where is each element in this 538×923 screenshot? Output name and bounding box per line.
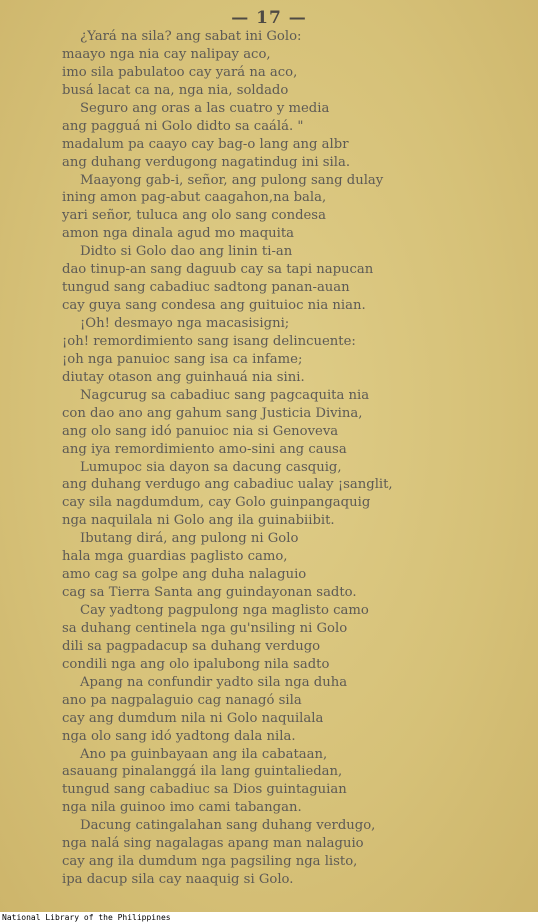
- text-line: ang olo sang idó panuioc nia si Genoveva: [62, 423, 339, 439]
- text-line: amo cag sa golpe ang duha nalaguio: [62, 567, 307, 583]
- text-line: ang iya remordimiento amo-sini ang causa: [62, 441, 347, 457]
- library-credit: National Library of the Philippines: [2, 913, 171, 922]
- text-line: maayo nga nia cay nalipay aco,: [62, 46, 271, 62]
- text-line: ano pa nagpalaguio cag nanagó sila: [62, 692, 302, 708]
- text-line: tungud sang cabadiuc sa Dios guintaguian: [62, 782, 347, 798]
- text-line: dao tinup-an sang daguub cay sa tapi napucan: [62, 262, 374, 278]
- text-line: ang duhang verdugong nagatindug ini sila.: [62, 154, 351, 170]
- text-line: imo sila pabulatoo cay yará na aco,: [62, 64, 298, 80]
- text-line: hala mga guardias paglisto camo,: [62, 549, 288, 565]
- text-line: diutay otason ang guinhauá nia sini.: [62, 369, 305, 385]
- text-line: Nagcurug sa cabadiuc sang pagcaquita nia: [80, 387, 370, 403]
- text-line: sa duhang centinela nga gu'nsiling ni Golo: [62, 620, 348, 636]
- page-number: — 17 —: [231, 8, 307, 28]
- text-line: cay guya sang condesa ang guituioc nia nian.: [62, 298, 366, 314]
- text-line: nga nila guinoo imo cami tabangan.: [62, 800, 302, 816]
- text-line: ¡oh! remordimiento sang isang delincuente:: [62, 333, 356, 349]
- text-line: Didto si Golo dao ang linin ti-an: [80, 244, 293, 260]
- text-line: cay ang dumdum nila ni Golo naquilala: [62, 710, 324, 726]
- text-line: ¿Yará na sila? ang sabat ini Golo:: [80, 29, 302, 44]
- text-line: cag sa Tierra Santa ang guindayonan sadto.: [62, 585, 357, 601]
- text-line: dili sa pagpadacup sa duhang verdugo: [62, 638, 321, 654]
- text-line: amon nga dinala agud mo maquita: [62, 226, 295, 242]
- text-line: ¡oh nga panuioc sang isa ca infame;: [62, 351, 303, 367]
- text-line: nga olo sang idó yadtong dala nila.: [62, 728, 296, 744]
- text-line: ipa dacup sila cay naaquig si Golo.: [62, 872, 294, 888]
- text-line: Seguro ang oras a las cuatro y media: [80, 100, 330, 116]
- poem-text: [62, 28, 508, 889]
- text-line: busá lacat ca na, nga nia, soldado: [62, 82, 289, 98]
- text-line: Maayong gab-i, señor, ang pulong sang dulay: [80, 172, 384, 188]
- text-line: asauang pinalanggá ila lang guintaliedan,: [62, 764, 343, 780]
- text-line: condili nga ang olo ipalubong nila sadto: [62, 656, 330, 672]
- text-line: Ibutang dirá, ang pulong ni Golo: [80, 531, 299, 547]
- text-line: ang pagguá ni Golo didto sa caálá. ": [62, 118, 304, 134]
- text-line: madalum pa caayo cay bag-o lang ang albr: [62, 136, 349, 152]
- text-line: cay sila nagdumdum, cay Golo guinpangaquig: [62, 495, 371, 511]
- text-line: Apang na confundir yadto sila nga duha: [80, 674, 348, 690]
- text-line: ang duhang verdugo ang cabadiuc ualay ¡sanglit,: [62, 477, 393, 493]
- text-line: tungud sang cabadiuc sadtong panan-auan: [62, 280, 350, 296]
- text-line: con dao ano ang gahum sang Justicia Divina,: [62, 405, 363, 421]
- text-line: Dacung catingalahan sang duhang verdugo,: [80, 818, 376, 834]
- text-line: Cay yadtong pagpulong nga maglisto camo: [80, 603, 369, 618]
- text-line: nga nalá sing nagalagas apang man nalaguio: [62, 836, 364, 852]
- text-line: Lumupoc sia dayon sa dacung casquig,: [80, 459, 342, 475]
- text-line: yari señor, tuluca ang olo sang condesa: [62, 208, 326, 224]
- text-line: ¡Oh! desmayo nga macasisigni;: [80, 316, 290, 331]
- text-line: ining amon pag-abut caagahon,na bala,: [62, 190, 327, 206]
- text-line: cay ang ila dumdum nga pagsiling nga listo,: [62, 854, 358, 870]
- text-line: Ano pa guinbayaan ang ila cabataan,: [80, 746, 328, 762]
- text-line: nga naquilala ni Golo ang ila guinabiibit.: [62, 513, 335, 529]
